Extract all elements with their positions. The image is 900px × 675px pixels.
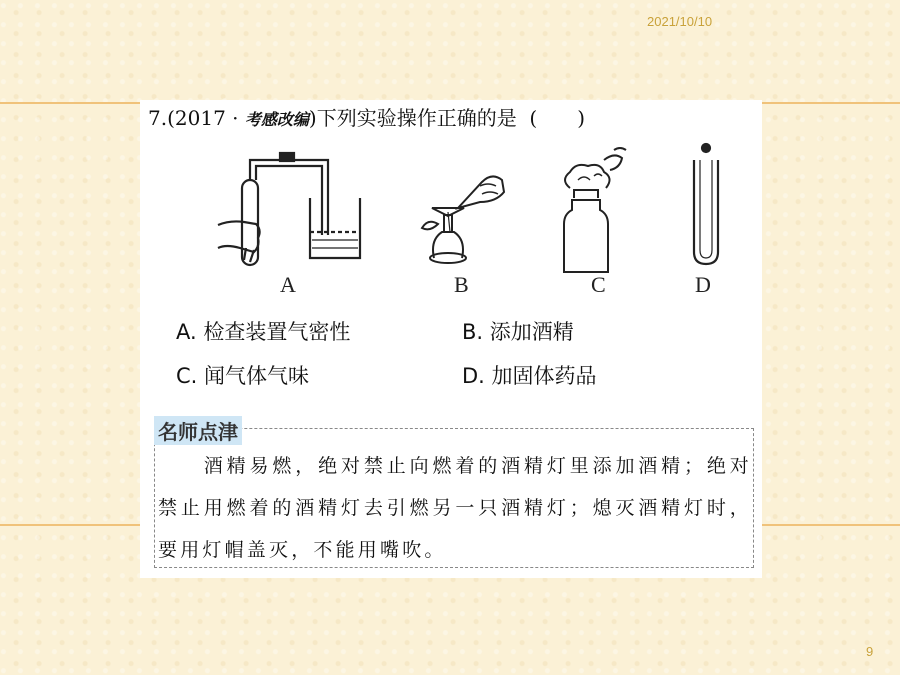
decor-line-top-right [762,102,900,104]
figure-b-add-alcohol [422,176,504,263]
figure-label-c: C [591,272,606,297]
answer-blank: ( ) [529,106,586,130]
option-b: B. 添加酒精 [462,320,574,344]
figure-d-test-tube [694,144,718,264]
figure-label-d: D [695,272,711,297]
decor-line-bottom-right [762,524,900,526]
option-d: D. 加固体药品 [462,364,597,388]
question-panel [140,100,762,578]
question-number: 7. [148,106,168,130]
tip-title: 名师点津 [154,416,242,445]
question-source-close: ) [308,106,317,130]
option-a: A. 检查装置气密性 [176,320,351,344]
figure-label-a: A [280,272,296,297]
slide-date: 2021/10/10 [647,14,713,29]
decor-line-bottom-left [0,524,140,526]
figure-c-smell-gas [564,148,626,272]
question-source-tag: 考感改编 [244,110,309,129]
question-source-open: (2017 · [167,106,245,130]
tip-text: 酒精易燃，绝对禁止向燃着的酒精灯里添加酒精；绝对禁止用燃着的酒精灯去引燃另一只酒精灯；熄灭酒精灯时，要用灯帽盖灭，不能用嘴吹。 [158,455,752,561]
question-line [148,102,585,131]
option-c: C. 闻气体气味 [176,364,310,388]
figure-a-airtight-check [218,153,360,265]
figure-label-b: B [454,272,469,297]
page-number: 9 [866,644,874,659]
decor-line-top-left [0,102,140,104]
question-stem: 下列实验操作正确的是 [316,106,517,130]
